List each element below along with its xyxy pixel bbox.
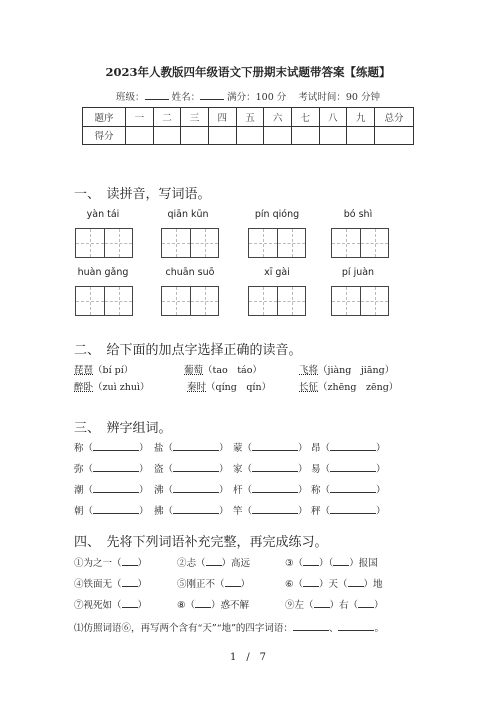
- full-score: 满分：100 分: [227, 92, 287, 103]
- answer-blank[interactable]: [303, 556, 319, 566]
- word-group-item: 竿（ ）: [233, 506, 308, 517]
- writing-grid[interactable]: [75, 286, 133, 316]
- answer-blank[interactable]: [314, 598, 330, 608]
- writing-grid[interactable]: [248, 228, 306, 258]
- score-table: [82, 107, 414, 145]
- pinyin: chuān suō: [165, 267, 215, 278]
- score-cell[interactable]: [291, 126, 319, 145]
- name-blank: [200, 90, 224, 100]
- word-group-item: 杆（ ）: [233, 485, 308, 496]
- score-cell[interactable]: [347, 126, 375, 145]
- score-header-cell: 三: [181, 108, 209, 127]
- answer-blank[interactable]: [122, 598, 138, 608]
- exam-title: 2023年人教版四年级语文下册期末试题带答案【练题】: [105, 65, 391, 79]
- pinyin: pín qióng: [254, 209, 300, 220]
- reading-item: 醉卧（zuì zhuì）: [74, 382, 150, 393]
- score-cell[interactable]: [181, 126, 209, 145]
- idiom-item: ⑤刚正不（ ）: [177, 579, 251, 590]
- answer-blank[interactable]: [330, 483, 376, 493]
- idiom-item: ③（ ）（ ）报国: [285, 558, 378, 569]
- word-group-item: 称（ ）: [311, 485, 386, 496]
- score-table-header: [83, 108, 414, 127]
- score-cell[interactable]: [153, 126, 181, 145]
- writing-grid[interactable]: [75, 228, 133, 258]
- score-cell[interactable]: [375, 126, 414, 145]
- reading-item: 长征（zhēng zēng）: [299, 382, 399, 393]
- pinyin: huàn gǎng: [77, 267, 129, 278]
- answer-blank[interactable]: [338, 621, 374, 631]
- answer-blank[interactable]: [330, 504, 376, 514]
- pinyin: xī gài: [264, 267, 290, 278]
- answer-blank[interactable]: [173, 483, 219, 493]
- answer-blank[interactable]: [173, 441, 219, 451]
- writing-grid[interactable]: [161, 286, 219, 316]
- section3-title: 三、 辨字组词。: [74, 421, 172, 436]
- answer-blank[interactable]: [303, 577, 319, 587]
- score-header-cell: 一: [126, 108, 154, 127]
- idiom-item: ⑧（ ）惑不解: [177, 600, 250, 611]
- answer-blank[interactable]: [93, 483, 139, 493]
- word-group-item: 昂（ ）: [311, 443, 386, 454]
- writing-grid[interactable]: [331, 228, 389, 258]
- idiom-item: ⑨左（ ）右（ ）: [285, 600, 384, 611]
- answer-blank[interactable]: [173, 462, 219, 472]
- answer-blank[interactable]: [252, 504, 298, 514]
- pinyin: bó shì: [343, 209, 373, 220]
- score-header-cell: 题序: [83, 108, 126, 127]
- reading-item: 葡萄（tao táo）: [184, 365, 262, 376]
- idiom-item: ⑥（ ）天（ ）地: [285, 579, 383, 590]
- writing-grid[interactable]: [248, 286, 306, 316]
- pinyin: pí juàn: [341, 267, 375, 278]
- class-blank: [145, 90, 169, 100]
- answer-blank[interactable]: [330, 462, 376, 472]
- word-group-item: 沸（ ）: [154, 485, 229, 496]
- page-number: 1 / 7: [229, 652, 267, 663]
- word-group-item: 蒙（ ）: [233, 443, 308, 454]
- writing-grid[interactable]: [331, 286, 389, 316]
- name-label: 姓名：: [171, 92, 201, 103]
- pinyin: qiān kūn: [167, 209, 209, 220]
- score-cell[interactable]: [208, 126, 236, 145]
- score-cell[interactable]: [319, 126, 347, 145]
- answer-blank[interactable]: [333, 556, 349, 566]
- answer-blank[interactable]: [122, 556, 138, 566]
- word-group-item: 弥（ ）: [74, 464, 149, 475]
- answer-blank[interactable]: [173, 504, 219, 514]
- score-header-cell: 四: [208, 108, 236, 127]
- exam-time: 考试时间：90 分钟: [298, 92, 380, 103]
- section1-title: 一、 读拼音，写词语。: [74, 187, 211, 202]
- reading-item: 秦时（qíng qín）: [187, 382, 272, 393]
- section2-title: 二、 给下面的加点字选择正确的读音。: [74, 343, 302, 358]
- answer-blank[interactable]: [206, 556, 222, 566]
- answer-blank[interactable]: [93, 441, 139, 451]
- section4-title: 四、 先将下列词语补充完整，再完成练习。: [74, 535, 328, 550]
- idiom-item: ⑦视死如（ ）: [74, 600, 148, 611]
- score-header-cell: 五: [236, 108, 264, 127]
- score-header-cell: 六: [264, 108, 292, 127]
- word-group-item: 家（ ）: [233, 464, 308, 475]
- score-cell[interactable]: [264, 126, 292, 145]
- score-table-row: [83, 126, 414, 145]
- answer-blank[interactable]: [358, 598, 374, 608]
- word-group-item: 盗（ ）: [154, 464, 229, 475]
- answer-blank[interactable]: [252, 441, 298, 451]
- idiom-item: ④铁面无（ ）: [74, 579, 148, 590]
- word-group-item: 朝（ ）: [74, 506, 149, 517]
- reading-item: 琵琶（bí pí）: [74, 365, 134, 376]
- writing-grid[interactable]: [161, 228, 219, 258]
- word-group-item: 拂（ ）: [154, 506, 229, 517]
- class-label: 班级：: [116, 92, 145, 103]
- exam-info: [0, 89, 496, 103]
- answer-blank[interactable]: [122, 577, 138, 587]
- answer-blank[interactable]: [93, 462, 139, 472]
- score-header-cell: 七: [291, 108, 319, 127]
- score-row-label: 得分: [83, 126, 126, 145]
- section4-question: ⑴仿照词语⑥，再写两个含有“天”“地”的四字词语： 、 。: [74, 623, 384, 634]
- word-group-item: 盐（ ）: [154, 443, 229, 454]
- score-header-cell: 九: [347, 108, 375, 127]
- answer-blank[interactable]: [348, 577, 364, 587]
- word-group-item: 潮（ ）: [74, 485, 149, 496]
- score-header-cell: 总分: [375, 108, 414, 127]
- answer-blank[interactable]: [330, 441, 376, 451]
- word-group-item: 称（ ）: [74, 443, 149, 454]
- reading-item: 飞将（jiàng jiāng）: [299, 365, 395, 376]
- answer-blank[interactable]: [93, 504, 139, 514]
- score-cell[interactable]: [236, 126, 264, 145]
- answer-blank[interactable]: [252, 483, 298, 493]
- pinyin: yàn tái: [86, 209, 120, 220]
- answer-blank[interactable]: [293, 621, 329, 631]
- answer-blank[interactable]: [252, 462, 298, 472]
- answer-blank[interactable]: [195, 598, 211, 608]
- score-cell[interactable]: [126, 126, 154, 145]
- score-header-cell: 二: [153, 108, 181, 127]
- word-group-item: 秤（ ）: [311, 506, 386, 517]
- word-group-item: 易（ ）: [311, 464, 386, 475]
- idiom-item: ①为之一（ ）: [74, 558, 148, 569]
- answer-blank[interactable]: [225, 577, 241, 587]
- idiom-item: ②忐（ ）高远: [177, 558, 251, 569]
- score-header-cell: 八: [319, 108, 347, 127]
